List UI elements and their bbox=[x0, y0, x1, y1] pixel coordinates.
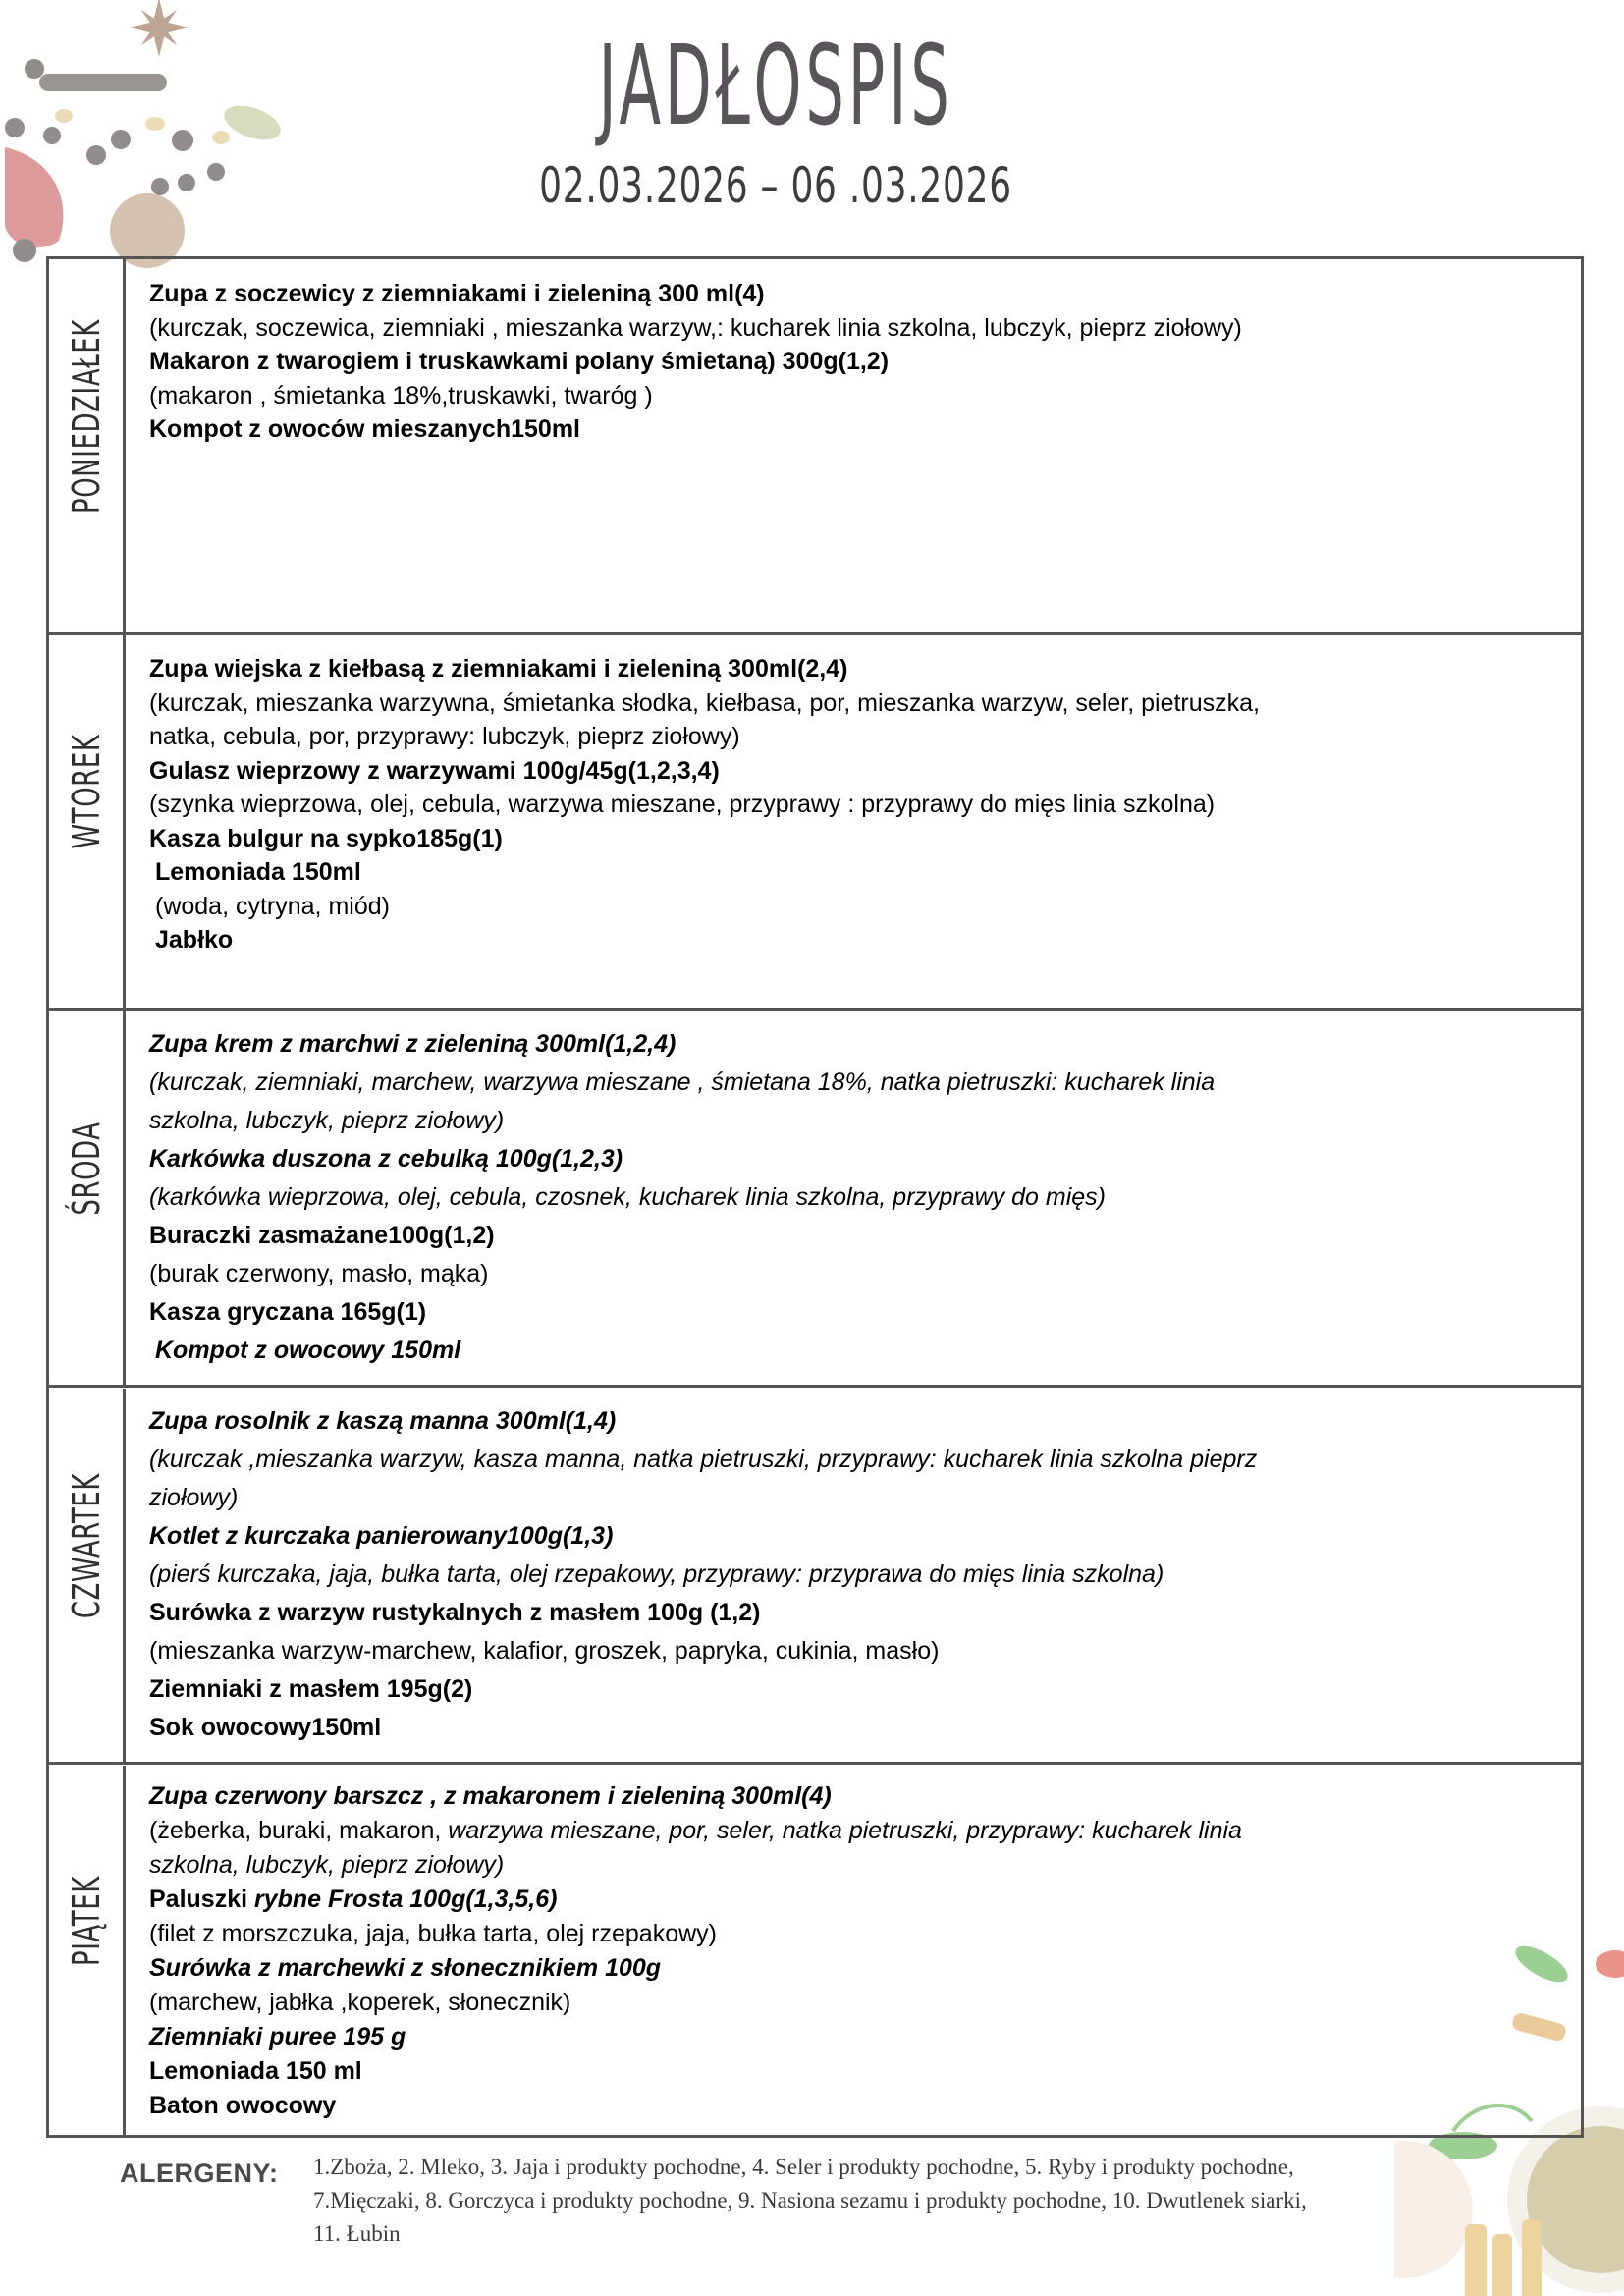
dish-name: Zupa z soczewicy z ziemniakami i zieleniną 300 ml(4) bbox=[149, 280, 765, 307]
day-menu bbox=[149, 1402, 1542, 1747]
dish-ingredients: (woda, cytryna, miód) bbox=[155, 892, 390, 920]
day-row bbox=[49, 1766, 1581, 2135]
day-menu bbox=[149, 652, 1542, 957]
dish-ingredients: (burak czerwony, masło, mąka) bbox=[149, 1260, 489, 1287]
day-cell bbox=[49, 634, 126, 1008]
dish-name: Surówka z warzyw rustykalnych z masłem 100g (1,2) bbox=[149, 1599, 761, 1626]
dish-name: Ziemniaki z masłem 195g(2) bbox=[149, 1675, 473, 1703]
day-label-text: PONIEDZIAŁEK bbox=[64, 318, 108, 514]
day-cell bbox=[49, 1389, 126, 1762]
dish-name: Jabłko bbox=[155, 926, 234, 954]
day-label bbox=[65, 273, 108, 559]
day-menu bbox=[149, 277, 1542, 447]
dish-name: Zupa wiejska z kiełbasą z ziemniakami i zieleniną 300ml(2,4) bbox=[149, 655, 848, 683]
dish-ingredients: ziołowy) bbox=[149, 1484, 239, 1511]
dish-name: Zupa krem z marchwi z zieleniną 300ml(1,2,4) bbox=[149, 1030, 677, 1058]
dish-ingredients: (mieszanka warzyw-marchew, kalafior, groszek, papryka, cukinia, masło) bbox=[149, 1637, 940, 1665]
menu-line bbox=[149, 1814, 1542, 1848]
dish-name: Kasza gryczana 165g(1) bbox=[149, 1298, 427, 1326]
dish-ingredients: (kurczak, mieszanka warzywna, śmietanka słodka, kiełbasa, por, mieszanka warzyw, seler, pietruszka, bbox=[149, 688, 1261, 717]
day-label bbox=[65, 1100, 108, 1237]
dish-ingredients: (karkówka wieprzowa, olej, cebula, czosnek, kucharek linia szkolna, przyprawy do mięs) bbox=[149, 1183, 1107, 1211]
dish-name: Baton owocowy bbox=[149, 2092, 337, 2119]
dish-name: Lemoniada 150ml bbox=[155, 858, 361, 886]
day-row bbox=[49, 259, 1581, 635]
dish-ingredients: (filet z morszczuka, jaja, bułka tarta, olej rzepakowy) bbox=[149, 1920, 717, 1947]
day-label bbox=[65, 707, 108, 876]
menu-line-part: rybne Frosta 100g(1,3,5,6) bbox=[254, 1886, 558, 1913]
date-range: 02.03.2026 – 06 .03.2026 bbox=[539, 157, 1012, 214]
dish-name: Kompot z owoców mieszanych150ml bbox=[149, 415, 580, 443]
spices-decoration-top-left bbox=[0, 0, 295, 295]
day-label bbox=[65, 1439, 108, 1653]
menu-line-part: warzywa mieszane, por, seler, natka pietruszki, przyprawy: kucharek linia bbox=[448, 1817, 1242, 1844]
day-row bbox=[49, 1389, 1581, 1765]
menu-line bbox=[149, 1883, 1542, 1917]
allergens-label: ALERGENY: bbox=[120, 2159, 279, 2188]
dish-name: Surówka z marchewki z słonecznikiem 100g bbox=[149, 1954, 662, 1982]
dish-name: Kompot z owocowy 150ml bbox=[155, 1337, 461, 1364]
dish-ingredients: (marchew, jabłka ,koperek, słonecznik) bbox=[149, 1989, 571, 2016]
dish-name: Kotlet z kurczaka panierowany100g(1,3) bbox=[149, 1522, 614, 1550]
dish-ingredients: (pierś kurczaka, jaja, bułka tarta, olej rzepakowy, przyprawy: przyprawa do mięs linia szkolna) bbox=[149, 1560, 1164, 1588]
dish-ingredients: (kurczak, ziemniaki, marchew, warzywa mieszane , śmietana 18%, natka pietruszki: kucharek linia bbox=[149, 1068, 1216, 1096]
allergens-line: 7.Mięczaki, 8. Gorczyca i produkty pochodne, 9. Nasiona sezamu i produkty pochodne, 10. Dwutlenek siarki, bbox=[313, 2188, 1307, 2213]
dish-name: Zupa czerwony barszcz , z makaronem i zieleniną 300ml(4) bbox=[149, 1782, 832, 1810]
dish-name: Kasza bulgur na sypko185g(1) bbox=[149, 824, 503, 852]
dish-ingredients: (makaron , śmietanka 18%,truskawki, twaróg ) bbox=[149, 381, 653, 410]
day-menu bbox=[149, 1025, 1542, 1370]
page-title: JADŁOSPIS bbox=[598, 23, 953, 150]
dish-name: Karkówka duszona z cebulką 100g(1,2,3) bbox=[149, 1145, 623, 1173]
day-cell bbox=[49, 1766, 126, 2135]
day-cell bbox=[49, 259, 126, 632]
day-label-text: WTOREK bbox=[64, 734, 108, 849]
day-label-text: PIĄTEK bbox=[64, 1875, 108, 1966]
dish-ingredients: natka, cebula, por, przyprawy: lubczyk, pieprz ziołowy) bbox=[149, 723, 740, 750]
day-menu bbox=[149, 1779, 1542, 2123]
dish-name: Sok owocowy150ml bbox=[149, 1714, 382, 1741]
menu-line-part: Paluszki bbox=[149, 1886, 254, 1913]
dish-ingredients: (szynka wieprzowa, olej, cebula, warzywa mieszane, przyprawy : przyprawy do mięs linia szkolna) bbox=[149, 791, 1216, 818]
day-label-text: CZWARTEK bbox=[64, 1472, 108, 1618]
dish-name: Buraczki zasmażane100g(1,2) bbox=[149, 1222, 495, 1249]
allergens-line: 11. Łubin bbox=[313, 2221, 401, 2246]
dish-ingredients: szkolna, lubczyk, pieprz ziołowy) bbox=[149, 1107, 505, 1134]
day-label bbox=[65, 1854, 108, 1987]
day-label-text: ŚRODA bbox=[64, 1121, 108, 1216]
allergens-list bbox=[313, 2151, 1413, 2251]
day-row bbox=[49, 1011, 1581, 1388]
dish-name: Zupa rosolnik z kaszą manna 300ml(1,4) bbox=[149, 1407, 617, 1435]
dish-name: Gulasz wieprzowy z warzywami 100g/45g(1,2,3,4) bbox=[149, 756, 720, 785]
dish-ingredients: (kurczak, soczewica, ziemniaki , mieszanka warzyw,: kucharek linia szkolna, lubczyk, pieprz ziołowy) bbox=[149, 313, 1242, 342]
dish-name: Ziemniaki puree 195 g bbox=[149, 2023, 406, 2050]
dish-name: Lemoniada 150 ml bbox=[149, 2057, 362, 2085]
dish-ingredients: (kurczak ,mieszanka warzyw, kasza manna, natka pietruszki, przyprawy: kucharek linia szkolna pieprz bbox=[149, 1446, 1258, 1473]
menu-line-part: (żeberka, buraki, makaron, bbox=[149, 1817, 449, 1844]
menu-table bbox=[46, 256, 1584, 2138]
day-cell bbox=[49, 1011, 126, 1385]
allergens-line: 1.Zboża, 2. Mleko, 3. Jaja i produkty pochodne, 4. Seler i produkty pochodne, 5. Ryby i produkty pochodne, bbox=[313, 2155, 1294, 2179]
day-row bbox=[49, 634, 1581, 1011]
dish-name: Makaron z twarogiem i truskawkami polany śmietaną) 300g(1,2) bbox=[149, 348, 890, 375]
dish-ingredients: szkolna, lubczyk, pieprz ziołowy) bbox=[149, 1851, 505, 1879]
